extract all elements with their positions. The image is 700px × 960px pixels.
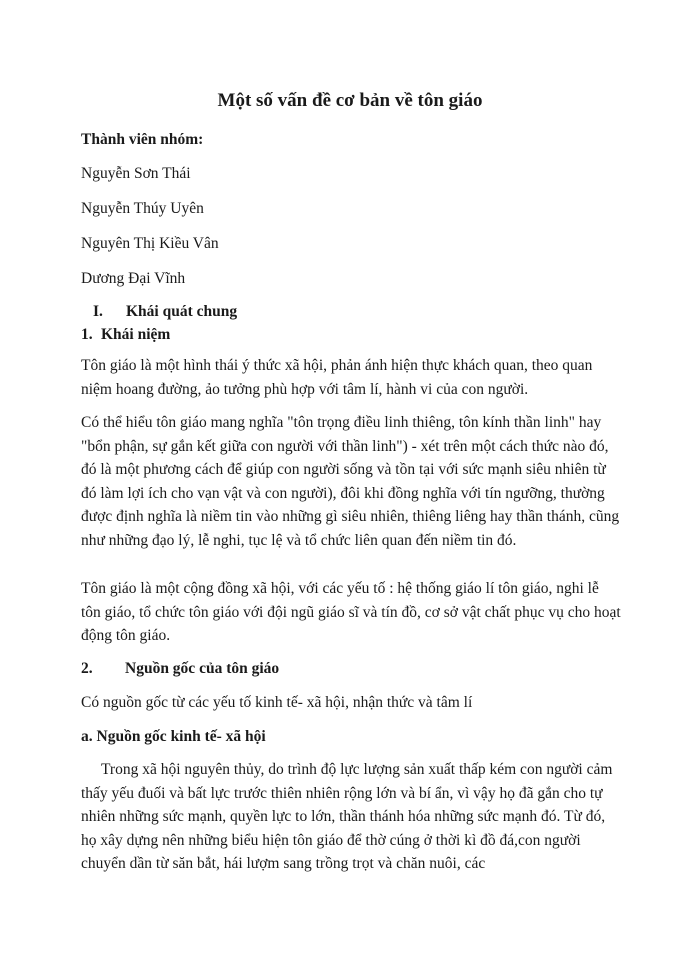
subsection-title: Khái niệm: [101, 326, 171, 343]
subsection-number: 1.: [81, 326, 93, 343]
paragraph: Tôn giáo là một cộng đồng xã hội, với các yếu tố : hệ thống giáo lí tôn giáo, nghi lễ tôn giáo, tổ chức tôn giáo với đội ngũ giáo sĩ và tín đồ, cơ sở vật chất phục vụ cho hoạt động tôn giáo.: [81, 580, 621, 645]
member-name: Dương Đại Vĩnh: [81, 270, 186, 287]
document-title: Một số vấn đề cơ bản về tôn giáo: [217, 90, 483, 111]
paragraph: Tôn giáo là một hình thái ý thức xã hội, phản ánh hiện thực khách quan, theo quan niệm hoang đường, ảo tưởng phù hợp với tâm lí, hành vi của con người.: [81, 357, 593, 398]
paragraph: Có thể hiểu tôn giáo mang nghĩa "tôn trọng điều linh thiêng, tôn kính thần linh" hay "bổn phận, sự gắn kết giữa con người với thần linh") - xét trên một cách thức nào đó, đó là một phương cách để giúp con người sống và tồn tại với sức mạnh siêu nhiên từ đó làm lợi ích cho vạn vật và con người), đôi khi đồng nghĩa với tín ngưỡng, thường được định nghĩa là niềm tin vào những gì siêu nhiên, thiêng liêng hay thần thánh, cũng như những đạo lý, lễ nghi, tục lệ và tổ chức liên quan đến niềm tin đó.: [81, 414, 620, 549]
section-title: Khái quát chung: [126, 303, 238, 320]
paragraph: Có nguồn gốc từ các yếu tố kinh tế- xã hội, nhận thức và tâm lí: [81, 694, 473, 711]
member-name: Nguyên Thị Kiều Vân: [81, 235, 219, 252]
paragraph: Trong xã hội nguyên thủy, do trình độ lực lượng sản xuất thấp kém con người cảm thấy yếu đuối và bất lực trước thiên nhiên rộng lớn và bí ẩn, vì vậy họ đã gắn cho tự nhiên những sức mạnh, quyền lực to lớn, thần thánh hóa những sức mạnh đó. Từ đó, họ xây dựng nên những biểu hiện tôn giáo để thờ cúng ở thời kì đồ đá,con người chuyển dần từ săn bắt, hái lượm sang trồng trọt và chăn nuôi, các: [81, 761, 613, 873]
subsection-title: Nguồn gốc của tôn giáo: [125, 660, 280, 677]
members-label: Thành viên nhóm:: [81, 131, 204, 148]
subsection-heading: [81, 660, 279, 678]
section-heading: [93, 303, 237, 321]
member-name: Nguyễn Thúy Uyên: [81, 200, 204, 217]
subsection-number: 2.: [81, 660, 93, 677]
member-name: Nguyễn Sơn Thái: [81, 165, 191, 182]
subsection-heading: [81, 326, 170, 344]
subsection-heading: a. Nguồn gốc kinh tế- xã hội: [81, 728, 266, 745]
section-number: I.: [93, 303, 103, 320]
